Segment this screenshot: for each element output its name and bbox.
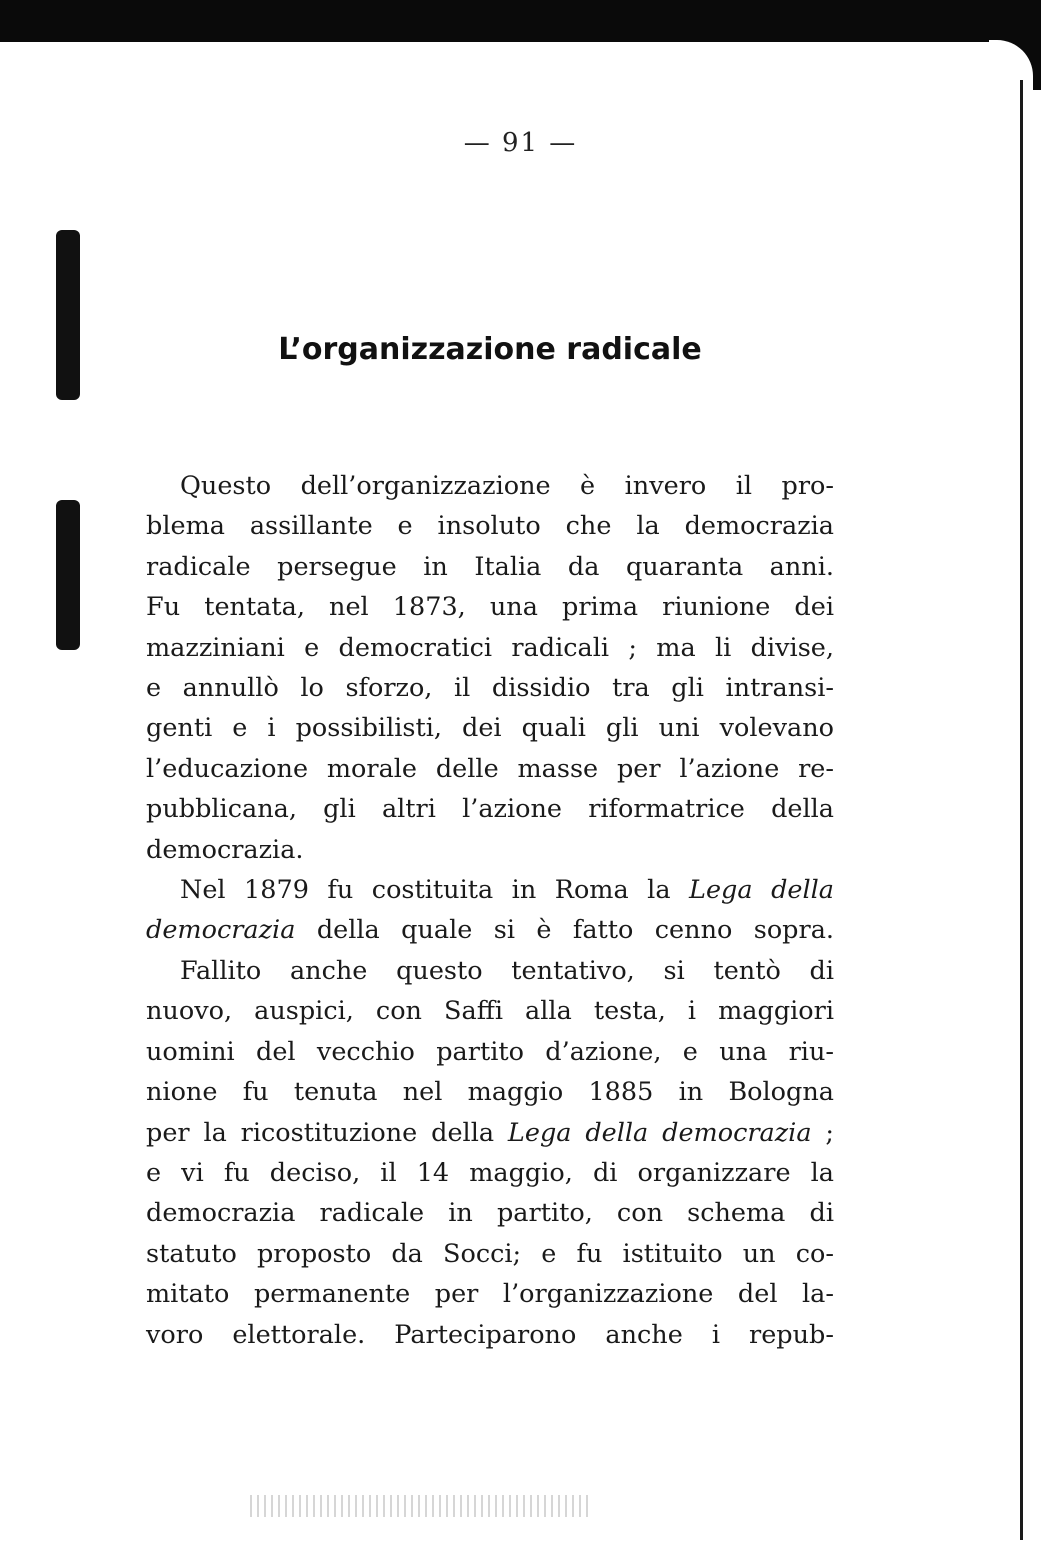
italic-title: democrazia bbox=[146, 915, 296, 946]
text-line: Fallito anche questo tentativo, si tentò di bbox=[180, 955, 834, 986]
text-line: Nel 1879 fu costituita in Roma la Lega della bbox=[180, 875, 835, 906]
binding-shadow bbox=[56, 230, 80, 400]
text-line: radicale persegue in Italia da quaranta anni. bbox=[146, 551, 834, 582]
scan-top-border bbox=[0, 0, 1041, 42]
text-line: uomini del vecchio partito d’azione, e una riu- bbox=[146, 1036, 834, 1067]
text-line: democrazia. bbox=[146, 834, 304, 865]
italic-title: Lega della democrazia bbox=[507, 1117, 812, 1148]
text-line: l’educazione morale delle masse per l’azione re- bbox=[146, 753, 834, 784]
text-line: mazziniani e democratici radicali ; ma li divise, bbox=[146, 632, 834, 663]
scan-noise bbox=[250, 1495, 590, 1517]
text-line: statuto proposto da Socci; e fu istituito un co- bbox=[146, 1238, 834, 1269]
text-line: Fu tentata, nel 1873, una prima riunione dei bbox=[146, 592, 834, 623]
page-number: — 91 — bbox=[463, 128, 578, 158]
text-line: pubblicana, gli altri l’azione riformatrice della bbox=[146, 794, 834, 825]
scan-right-edge bbox=[1020, 80, 1023, 1540]
binding-shadow bbox=[56, 500, 80, 650]
text-line: blema assillante e insoluto che la democrazia bbox=[146, 511, 834, 542]
text-line: per la ricostituzione della Lega della democrazia ; bbox=[146, 1117, 834, 1148]
chapter-title: L’organizzazione radicale bbox=[278, 332, 702, 367]
text-line: nuovo, auspici, con Saffi alla testa, i maggiori bbox=[146, 996, 834, 1027]
text-line: democrazia della quale si è fatto cenno sopra. bbox=[146, 915, 834, 946]
text-line: nione fu tenuta nel maggio 1885 in Bologna bbox=[146, 1077, 834, 1108]
text-line: Questo dell’organizzazione è invero il pro- bbox=[180, 471, 834, 501]
text-line: voro elettorale. Parteciparono anche i repub- bbox=[146, 1319, 834, 1350]
text-line: e vi fu deciso, il 14 maggio, di organizzare la bbox=[146, 1157, 834, 1188]
text-line: democrazia radicale in partito, con schema di bbox=[146, 1198, 834, 1229]
text-line: genti e i possibilisti, dei quali gli uni volevano bbox=[146, 713, 834, 744]
text-line: mitato permanente per l’organizzazione del la- bbox=[146, 1279, 834, 1310]
body-text bbox=[146, 466, 834, 1355]
italic-title: Lega della bbox=[689, 875, 835, 906]
text-line: e annullò lo sforzo, il dissidio tra gli intransi- bbox=[146, 673, 834, 704]
